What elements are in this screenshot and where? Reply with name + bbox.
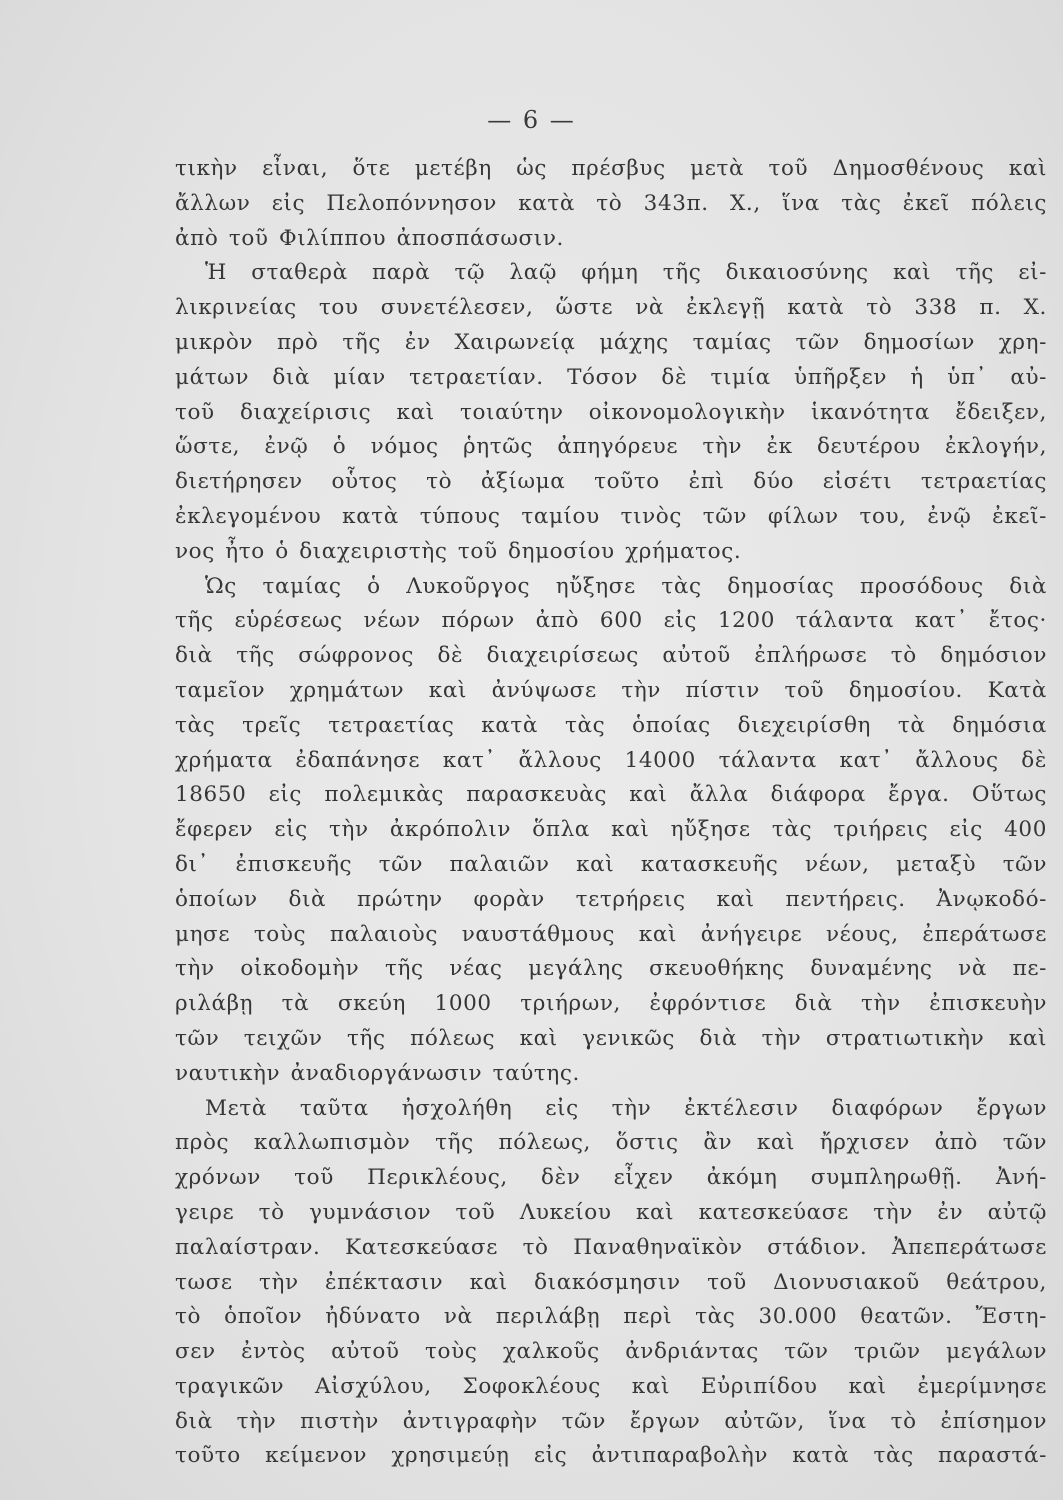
text-line: Ὡς ταμίας ὁ Λυκοῦργος ηὔξησε τὰς δημοσίας προσόδους διὰ	[205, 573, 1047, 599]
text-line: τὰς τρεῖς τετραετίας κατὰ τὰς ὁποίας διεχειρίσθη τὰ δημόσια	[175, 712, 1047, 738]
text-line: χρόνων τοῦ Περικλέους, δὲν εἶχεν ἀκόμη συμπληρωθῇ. Ἀνή-	[175, 1165, 1047, 1191]
text-line: ὁποίων διὰ πρώτην φορὰν τετρήρεις καὶ πεντήρεις. Ἀνῳκοδό-	[175, 886, 1047, 912]
text-line: Μετὰ ταῦτα ἠσχολήθη εἰς τὴν ἐκτέλεσιν διαφόρων ἔργων	[205, 1095, 1047, 1121]
page-number: — 6 —	[487, 106, 576, 134]
text-line: λικρινείας του συνετέλεσεν, ὥστε νὰ ἐκλεγῇ κατὰ τὸ 338 π. Χ.	[175, 295, 1047, 321]
text-line: τοῦ διαχείρισις καὶ τοιαύτην οἰκονομολογικὴν ἱκανότητα ἔδειξεν,	[175, 399, 1047, 425]
text-line: τὴν οἰκοδομὴν τῆς νέας μεγάλης σκευοθήκης δυναμένης νὰ πε-	[175, 956, 1047, 982]
text-line: χρήματα ἐδαπάνησε κατ᾽ ἄλλους 14000 τάλαντα κατ᾽ ἄλλους δὲ	[175, 747, 1047, 773]
body-text	[175, 152, 1047, 1474]
text-line: διὰ τῆς σώφρονος δὲ διαχειρίσεως αὐτοῦ ἐπλήρωσε τὸ δημόσιον	[175, 643, 1047, 669]
text-line: διετήρησεν οὗτος τὸ ἀξίωμα τοῦτο ἐπὶ δύο εἰσέτι τετραετίας	[175, 469, 1047, 495]
text-line: τωσε τὴν ἐπέκτασιν καὶ διακόσμησιν τοῦ Διονυσιακοῦ θεάτρου,	[175, 1269, 1047, 1295]
text-line: τὸ ὁποῖον ἠδύνατο νὰ περιλάβῃ περὶ τὰς 30.000 θεατῶν. Ἔστη-	[175, 1304, 1047, 1330]
text-line: ναυτικὴν ἀναδιοργάνωσιν ταύτης.	[175, 1060, 580, 1086]
text-line: ἄλλων εἰς Πελοπόννησον κατὰ τὸ 343π. Χ., ἵνα τὰς ἐκεῖ πόλεις	[175, 190, 1047, 216]
text-line: πρὸς καλλωπισμὸν τῆς πόλεως, ὅστις ἂν καὶ ἤρχισεν ἀπὸ τῶν	[175, 1130, 1047, 1156]
text-line: νος ἦτο ὁ διαχειριστὴς τοῦ δημοσίου χρήματος.	[175, 538, 742, 564]
text-line: μάτων διὰ μίαν τετραετίαν. Τόσον δὲ τιμία ὑπῆρξεν ἡ ὑπ᾽ αὐ-	[175, 364, 1047, 390]
text-line: ὥστε, ἐνῷ ὁ νόμος ῥητῶς ἀπηγόρευε τὴν ἐκ δευτέρου ἐκλογήν,	[175, 434, 1047, 460]
text-line: τραγικῶν Αἰσχύλου, Σοφοκλέους καὶ Εὐριπίδου καὶ ἐμερίμνησε	[175, 1373, 1047, 1399]
text-line: ριλάβῃ τὰ σκεύη 1000 τριήρων, ἐφρόντισε διὰ τὴν ἐπισκευὴν	[175, 991, 1047, 1017]
text-line: ἐκλεγομένου κατὰ τύπους ταμίου τινὸς τῶν φίλων του, ἐνῷ ἐκεῖ-	[175, 503, 1047, 529]
text-line: τοῦτο κείμενον χρησιμεύῃ εἰς ἀντιπαραβολὴν κατὰ τὰς παραστά-	[175, 1443, 1047, 1469]
text-line: σεν ἐντὸς αὐτοῦ τοὺς χαλκοῦς ἀνδριάντας τῶν τριῶν μεγάλων	[175, 1339, 1047, 1365]
text-line: μησε τοὺς παλαιοὺς ναυστάθμους καὶ ἀνήγειρε νέους, ἐπεράτωσε	[175, 921, 1047, 947]
text-line: δι᾽ ἐπισκευῆς τῶν παλαιῶν καὶ κατασκευῆς νέων, μεταξὺ τῶν	[175, 851, 1047, 877]
text-line: διὰ τὴν πιστὴν ἀντιγραφὴν τῶν ἔργων αὐτῶν, ἵνα τὸ ἐπίσημον	[175, 1408, 1047, 1434]
text-line: ἀπὸ τοῦ Φιλίππου ἀποσπάσωσιν.	[175, 225, 564, 251]
text-line: Ἡ σταθερὰ παρὰ τῷ λαῷ φήμη τῆς δικαιοσύνης καὶ τῆς εἰ-	[205, 260, 1047, 286]
text-line: τικὴν εἶναι, ὅτε μετέβη ὡς πρέσβυς μετὰ τοῦ Δημοσθένους καὶ	[175, 156, 1047, 181]
text-line: τῶν τειχῶν τῆς πόλεως καὶ γενικῶς διὰ τὴν στρατιωτικὴν καὶ	[175, 1025, 1047, 1051]
text-line: ταμεῖον χρημάτων καὶ ἀνύψωσε τὴν πίστιν τοῦ δημοσίου. Κατὰ	[175, 677, 1047, 703]
text-line: τῆς εὑρέσεως νέων πόρων ἀπὸ 600 εἰς 1200 τάλαντα κατ᾽ ἔτος·	[175, 608, 1047, 634]
text-line: 18650 εἰς πολεμικὰς παρασκευὰς καὶ ἄλλα διάφορα ἔργα. Οὕτως	[175, 782, 1047, 808]
text-line: ἔφερεν εἰς τὴν ἀκρόπολιν ὅπλα καὶ ηὔξησε τὰς τριήρεις εἰς 400	[175, 817, 1047, 843]
text-line: γειρε τὸ γυμνάσιον τοῦ Λυκείου καὶ κατεσκεύασε τὴν ἐν αὐτῷ	[175, 1199, 1047, 1225]
text-line: παλαίστραν. Κατεσκεύασε τὸ Παναθηναϊκὸν στάδιον. Ἀπεπεράτωσε	[175, 1234, 1047, 1260]
text-line: μικρὸν πρὸ τῆς ἐν Χαιρωνείᾳ μάχης ταμίας τῶν δημοσίων χρη-	[175, 329, 1047, 355]
